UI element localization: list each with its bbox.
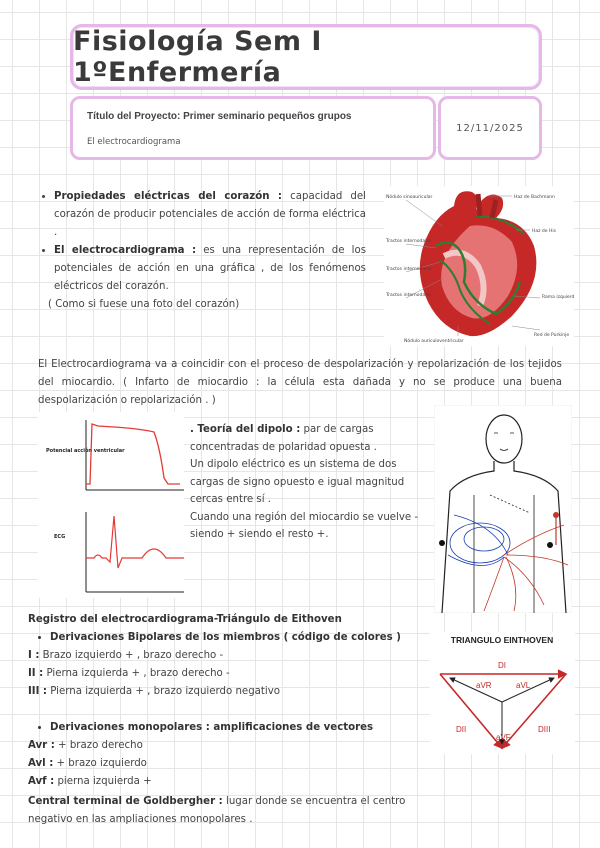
- action-potential-ecg-graph: [38, 412, 184, 598]
- project-box: [70, 96, 436, 160]
- heart-label: Tractos internodales: [386, 239, 432, 244]
- heart-label: Haz de His: [532, 229, 556, 234]
- page-title: Fisiología Sem I 1ºEnfermería: [73, 26, 322, 88]
- label-di: DI: [498, 661, 506, 670]
- heart-label: Tractos internodales: [386, 293, 432, 298]
- heart-label: Nódulo sinoauricular: [386, 195, 433, 200]
- label-diii: DIII: [538, 725, 551, 734]
- lead-avf: Avf : pierna izquierda +: [28, 776, 152, 787]
- dipole-body-image: [434, 405, 572, 613]
- date-box: [438, 96, 542, 160]
- einthoven-triangle-image: [430, 632, 575, 754]
- heart-label: Rama izquierda: [542, 295, 574, 300]
- mono-section: [28, 719, 408, 791]
- label-avf: aVF: [496, 733, 511, 742]
- mono-heading: • Derivaciones monopolares : amplificaciones de vectores: [50, 719, 408, 737]
- heart-conduction-image: [384, 186, 574, 346]
- label-avl: aVL: [516, 681, 531, 690]
- registro-section: [28, 611, 428, 701]
- lead-3: III : Pierna izquierda + , brazo izquierdo negativo: [28, 686, 280, 697]
- heart-label: Nódulo auriculoventricular: [404, 339, 464, 344]
- project-subtitle: El electrocardiograma: [87, 137, 181, 147]
- properties-list: [34, 188, 366, 314]
- graph-label-top: Potencial acción ventricular: [46, 448, 125, 454]
- bipolar-heading: • Derivaciones Bipolares de los miembros ( código de colores ): [50, 629, 428, 647]
- lead-avr: Avr : + brazo derecho: [28, 740, 143, 751]
- heart-label: Haz de Bachmann: [514, 195, 556, 200]
- project-label: Título del Proyecto: Primer seminario pequeños grupos: [87, 111, 352, 122]
- graph-label-bottom: ECG: [54, 534, 66, 540]
- ecg-paragraph: El Electrocardiograma va a coincidir con el proceso de despolarización y repolarización de los tejidos del miocardio. ( Infarto de miocardio : la célula esta dañada y no se produce una buena despolarización o repolarización . ): [38, 359, 562, 406]
- note: ( Como si fuese una foto del corazón): [48, 299, 240, 310]
- label-dii: DII: [456, 725, 467, 734]
- title-box: [70, 24, 542, 90]
- registro-heading: Registro del electrocardiograma-Triángulo de Eithoven: [28, 614, 342, 625]
- label-avr: aVR: [476, 681, 492, 690]
- dipole-text: . Teoría del dipolo : par de cargas concentradas de polaridad opuesta . Un dipolo eléctrico es un sistema de dos cargas de signo opuesto e igual magnitud cercas entre sí . Cuando una región del miocardio se vuelve - siendo + siendo el resto +.: [190, 424, 419, 540]
- list-item: • El electrocardiograma : es una representación de los potenciales de acción en una gráfica , de los fenómenos eléctricos del corazón.: [54, 242, 366, 296]
- lead-avl: Avl : + brazo izquierdo: [28, 758, 147, 769]
- lead-2: II : Pierna izquierda + , brazo derecho -: [28, 668, 230, 679]
- triangle-title: TRIANGULO EINTHOVEN: [450, 635, 554, 645]
- lead-1: I : Brazo izquierdo + , brazo derecho -: [28, 650, 224, 661]
- central-terminal: Central terminal de Goldbergher : lugar donde se encuentra el centro negativo en las ampliaciones monopolares .: [28, 796, 406, 825]
- date: 12/11/2025: [456, 122, 524, 134]
- heart-label: Tractos internodales: [386, 267, 432, 272]
- heart-label: Red de Purkinje: [534, 333, 570, 338]
- list-item: • Propiedades eléctricas del corazón : capacidad del corazón de producir potenciales de acción de forma eléctrica .: [54, 188, 366, 242]
